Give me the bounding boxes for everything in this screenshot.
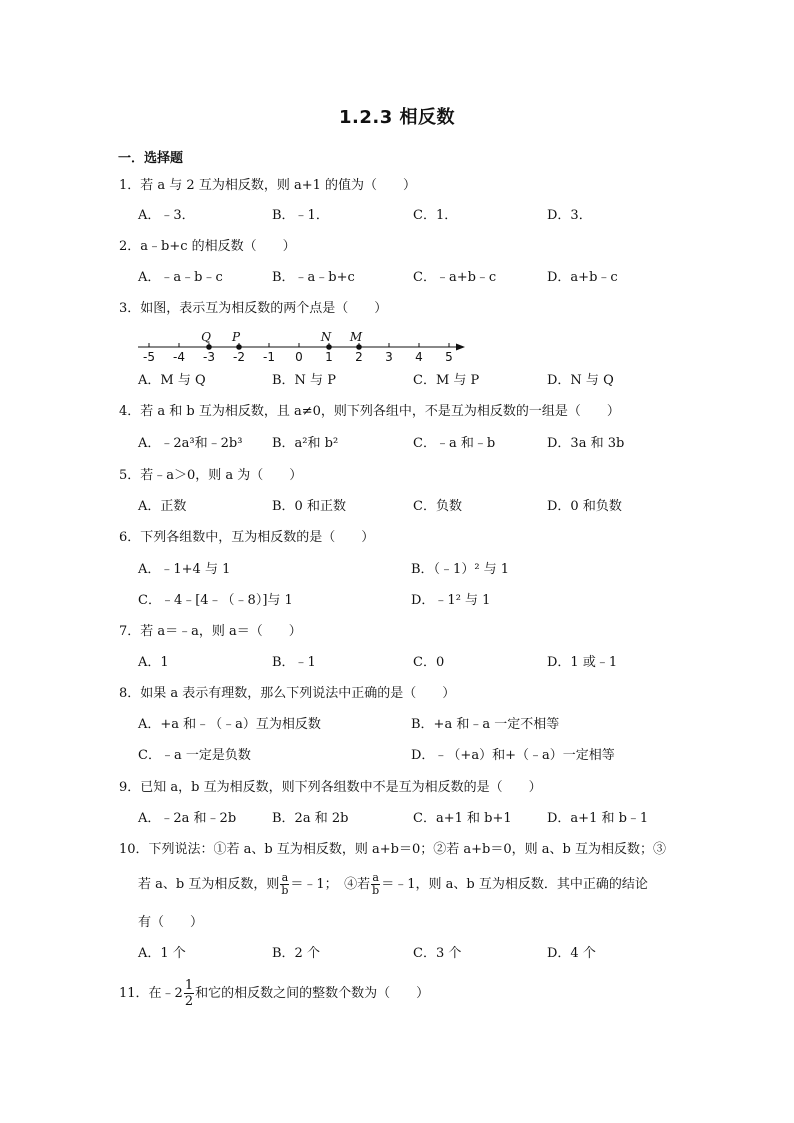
option-a[interactable]: A．﹣1+4 与 1	[138, 562, 231, 577]
point-label-q: Q	[201, 330, 211, 344]
option-c[interactable]: C．负数	[413, 499, 462, 514]
option-d[interactable]: D．a+b﹣c	[547, 270, 618, 285]
option-c[interactable]: C．﹣a 和﹣b	[413, 436, 496, 451]
question-3-options	[138, 371, 698, 391]
option-b[interactable]: B．2a 和 2b	[272, 811, 349, 826]
question-4-stem: 4．若 a 和 b 互为相反数，且 a≠0，则下列各组中，不是互为相反数的一组是（ ）	[119, 404, 620, 419]
option-d[interactable]: D．a+1 和 b﹣1	[547, 811, 649, 826]
option-b[interactable]: B．﹣1	[272, 655, 316, 670]
tick-label: -5	[143, 350, 155, 364]
point-n	[326, 344, 332, 350]
number-line	[138, 330, 465, 364]
tick-label: 1	[325, 350, 333, 364]
question-11-stem	[119, 978, 429, 1009]
option-c[interactable]: C．3 个	[413, 946, 462, 961]
question-9-options	[138, 809, 698, 829]
question-5-stem: 5．若﹣a＞0，则 a 为（ ）	[119, 468, 303, 483]
page-title: 1.2.3 相反数	[338, 107, 455, 128]
question-11-text-b: 和它的相反数之间的整数个数为（ ）	[195, 986, 430, 1001]
option-d[interactable]: D．3a 和 3b	[547, 436, 625, 451]
option-d[interactable]: D．﹣1² 与 1	[411, 593, 491, 608]
question-2-stem: 2．a﹣b+c 的相反数（ ）	[119, 239, 296, 254]
option-b[interactable]: B．﹣1．	[272, 208, 329, 223]
option-a[interactable]: A．1 个	[138, 946, 186, 961]
option-b[interactable]: B．a²和 b²	[272, 436, 339, 451]
question-2-options	[138, 268, 698, 288]
question-7-options	[138, 653, 698, 673]
fraction-one-half: $\frac{1}{2}$	[184, 978, 194, 1009]
point-label-p: P	[231, 330, 241, 344]
option-b[interactable]: B．0 和正数	[272, 499, 346, 514]
question-6-stem: 6．下列各组数中，互为相反数的是（ ）	[119, 530, 375, 545]
option-d[interactable]: D．﹣（+a）和+（﹣a）一定相等	[411, 748, 615, 763]
option-b[interactable]: B．+a 和﹣a 一定不相等	[411, 717, 560, 732]
question-10-text-b: ＝﹣1； ④若	[290, 877, 371, 892]
option-a[interactable]: A．M 与 Q	[138, 373, 206, 388]
tick-label: -1	[263, 350, 275, 364]
option-c[interactable]: C．0	[413, 655, 445, 670]
option-a[interactable]: A．正数	[138, 499, 187, 514]
option-d[interactable]: D．N 与 Q	[547, 373, 614, 388]
tick-label: 2	[355, 350, 363, 364]
question-10-options	[138, 944, 698, 964]
tick-label: 5	[445, 350, 453, 364]
option-a[interactable]: A．﹣3．	[138, 208, 195, 223]
option-b[interactable]: B．（﹣1）² 与 1	[411, 562, 510, 577]
question-10-text-a: 若 a、b 互为相反数，则	[138, 877, 280, 892]
question-6-options-row2	[138, 591, 698, 611]
option-a[interactable]: A．1	[138, 655, 169, 670]
option-d[interactable]: D．0 和负数	[547, 499, 622, 514]
question-11-text-a: 11．在﹣2	[119, 986, 183, 1001]
tick-label: 0	[295, 350, 303, 364]
section-heading: 一．选择题	[118, 151, 184, 166]
option-c[interactable]: C．﹣a 一定是负数	[138, 748, 251, 763]
option-b[interactable]: B．N 与 P	[272, 373, 336, 388]
question-8-options-row1	[138, 715, 698, 735]
option-c[interactable]: C．﹣4﹣[4﹣（﹣8）]与 1	[138, 593, 293, 608]
question-1-options	[138, 206, 698, 226]
option-c[interactable]: C．M 与 P	[413, 373, 480, 388]
question-10-stem-line2	[138, 872, 648, 897]
question-8-stem: 8．如果 a 表示有理数，那么下列说法中正确的是（ ）	[119, 686, 456, 701]
option-d[interactable]: D．4 个	[547, 946, 596, 961]
option-b[interactable]: B．2 个	[272, 946, 320, 961]
option-d[interactable]: D．3．	[547, 208, 592, 223]
option-c[interactable]: C．a+1 和 b+1	[413, 811, 512, 826]
point-p	[236, 344, 242, 350]
tick-label: -2	[233, 350, 245, 364]
option-a[interactable]: A．﹣2a³和﹣2b³	[138, 436, 243, 451]
question-9-stem: 9．已知 a，b 互为相反数，则下列各组数中不是互为相反数的是（ ）	[119, 780, 542, 795]
question-5-options	[138, 497, 698, 517]
fraction-a-over-b: $\frac{a}{b}$	[281, 871, 289, 897]
option-c[interactable]: C．1．	[413, 208, 458, 223]
tick-label: 4	[415, 350, 423, 364]
question-4-options	[138, 434, 698, 454]
question-7-stem: 7．若 a＝﹣a，则 a＝（ ）	[119, 624, 302, 639]
option-b[interactable]: B．﹣a﹣b+c	[272, 270, 355, 285]
option-a[interactable]: A．﹣a﹣b﹣c	[138, 270, 223, 285]
question-10-stem-line1: 10．下列说法：①若 a、b 互为相反数，则 a+b＝0；②若 a+b＝0，则 a、b 互为相反数；③	[119, 842, 666, 857]
option-d[interactable]: D．1 或﹣1	[547, 655, 618, 670]
point-label-m: M	[349, 330, 363, 344]
point-label-n: N	[320, 330, 332, 344]
point-m	[356, 344, 362, 350]
number-line-figure	[136, 323, 476, 365]
question-3-stem: 3．如图，表示互为相反数的两个点是（ ）	[119, 301, 388, 316]
option-a[interactable]: A．+a 和﹣（﹣a）互为相反数	[138, 717, 321, 732]
tick-label: -3	[203, 350, 215, 364]
option-a[interactable]: A．﹣2a 和﹣2b	[138, 811, 237, 826]
question-10-stem-line3: 有（ ）	[138, 915, 204, 930]
point-q	[206, 344, 212, 350]
option-c[interactable]: C．﹣a+b﹣c	[413, 270, 497, 285]
question-1-stem: 1．若 a 与 2 互为相反数，则 a+1 的值为（ ）	[119, 178, 417, 193]
number-line-arrow	[456, 344, 465, 351]
tick-label: 3	[385, 350, 393, 364]
question-10-text-c: ＝﹣1，则 a、b 互为相反数．其中正确的结论	[381, 877, 648, 892]
question-6-options-row1	[138, 560, 698, 580]
fraction-a-over-b: $\frac{a}{b}$	[372, 871, 380, 897]
question-8-options-row2	[138, 746, 698, 766]
tick-label: -4	[173, 350, 185, 364]
